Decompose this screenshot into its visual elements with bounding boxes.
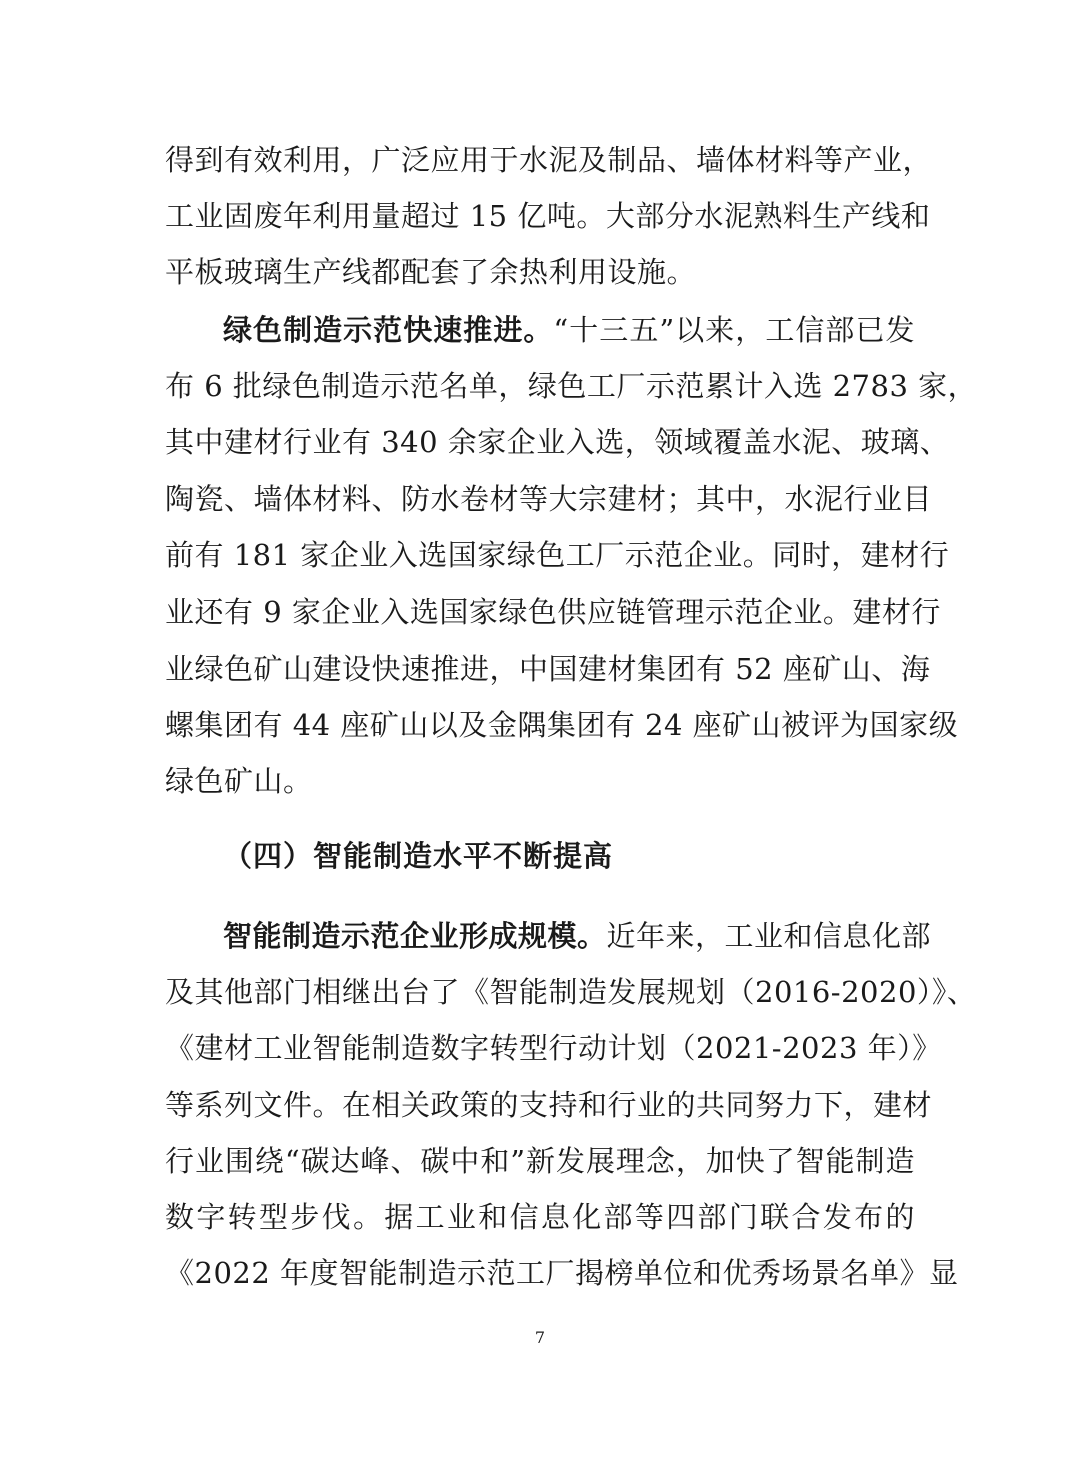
paragraph3-line-3: 《建材工业智能制造数字转型行动计划（2021-2023 年）》 — [165, 1031, 942, 1065]
paragraph3-line-1 — [223, 916, 932, 956]
paragraph1-line-2: 工业固废年利用量超过 15 亿吨。大部分水泥熟料生产线和 — [165, 199, 931, 233]
paragraph3-lead: 智能制造示范企业形成规模。 — [223, 919, 607, 953]
paragraph1-line-3: 平板玻璃生产线都配套了余热利用设施。 — [165, 255, 697, 289]
paragraph2-line-4: 陶瓷、墙体材料、防水卷材等大宗建材；其中，水泥行业目 — [165, 482, 933, 516]
paragraph3-line-2: 及其他部门相继出台了《智能制造发展规划（2016-2020）》、 — [165, 975, 977, 1009]
paragraph2-line-2: 布 6 批绿色制造示范名单，绿色工厂示范累计入选 2783 家， — [165, 369, 978, 403]
paragraph2-line-3: 其中建材行业有 340 余家企业入选，领域覆盖水泥、玻璃、 — [165, 425, 950, 459]
paragraph3-line-6: 数字转型步伐。据工业和信息化部等四部门联合发布的 — [165, 1200, 915, 1234]
paragraph3-line-5: 行业围绕“碳达峰、碳中和”新发展理念，加快了智能制造 — [165, 1144, 915, 1178]
page-number: 7 — [534, 1328, 546, 1347]
paragraph2-line-7: 业绿色矿山建设快速推进，中国建材集团有 52 座矿山、海 — [165, 652, 931, 686]
paragraph2-line-6: 业还有 9 家企业入选国家绿色供应链管理示范企业。建材行 — [165, 595, 941, 629]
paragraph2-line-5: 前有 181 家企业入选国家绿色工厂示范企业。同时，建材行 — [165, 538, 950, 572]
paragraph2-line-9: 绿色矿山。 — [165, 764, 313, 798]
paragraph3-line-7: 《2022 年度智能制造示范工厂揭榜单位和优秀场景名单》显 — [165, 1256, 959, 1290]
paragraph2-line-8: 螺集团有 44 座矿山以及金隅集团有 24 座矿山被评为国家级 — [165, 708, 959, 742]
paragraph2-line-1-rest: “十三五”以来，工信部已发 — [553, 313, 915, 347]
section-heading: （四）智能制造水平不断提高 — [223, 839, 614, 873]
paragraph3-line-4: 等系列文件。在相关政策的支持和行业的共同努力下，建材 — [165, 1088, 933, 1122]
paragraph2-line-1 — [223, 310, 915, 350]
paragraph2-lead: 绿色制造示范快速推进。 — [223, 313, 554, 347]
paragraph3-line-1-rest: 近年来，工业和信息化部 — [606, 919, 932, 953]
paragraph1-line-1: 得到有效利用，广泛应用于水泥及制品、墙体材料等产业， — [165, 143, 933, 177]
